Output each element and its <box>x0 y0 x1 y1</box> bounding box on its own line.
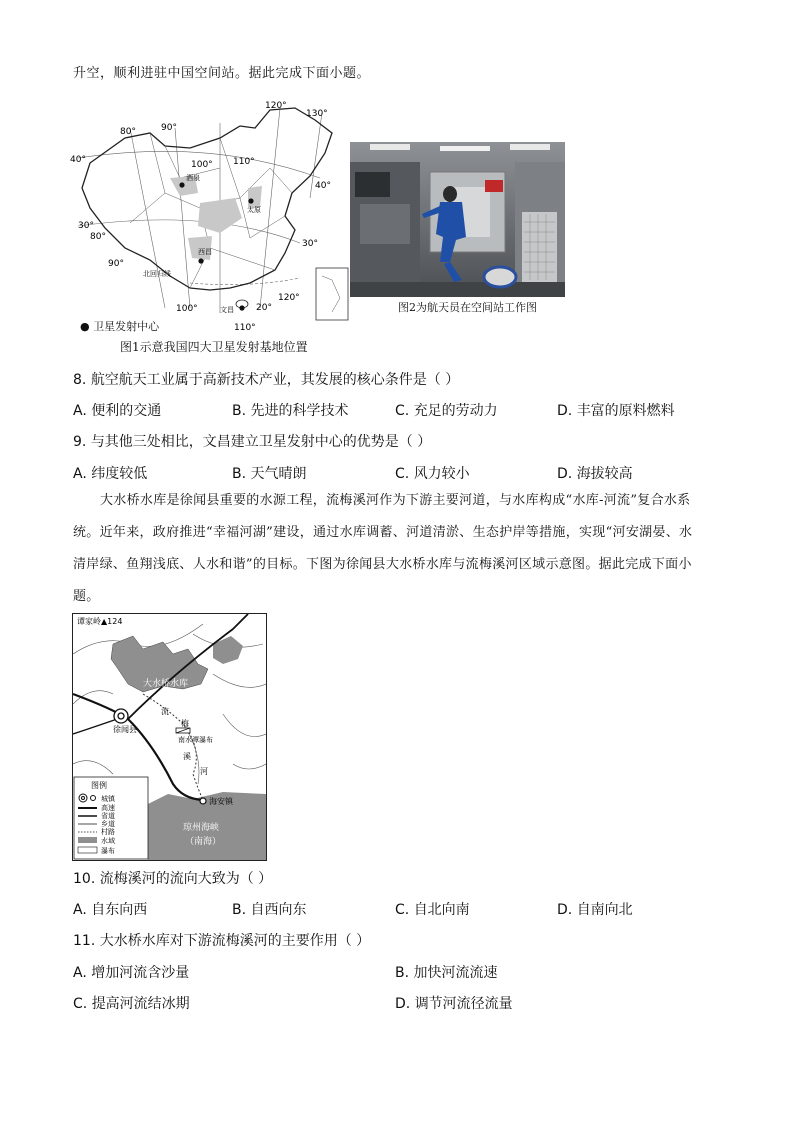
passage-line-4: 题。 <box>73 589 100 604</box>
option-letter: C. <box>395 403 410 419</box>
question-9 <box>73 431 431 451</box>
option-text: 便利的交通 <box>91 403 162 419</box>
scs-inset <box>316 268 348 320</box>
sea-label: （南海） <box>185 837 222 847</box>
q11-option-b[interactable] <box>395 962 498 982</box>
lon-label: 120° <box>265 101 287 111</box>
town-symbol <box>200 798 206 804</box>
intro-line: 升空，顺利进驻中国空间站。据此完成下面小题。 <box>73 66 371 81</box>
option-text: 提高河流结冰期 <box>91 996 190 1012</box>
legend-town-icon <box>91 796 96 801</box>
option-text: 自北向南 <box>413 902 470 918</box>
figure3-map <box>72 613 267 861</box>
passage-line-3: 清岸绿、鱼翔浅底、人水和谐”的目标。下图为徐闻县大水桥水库与流梅溪河区域示意图。据此完成下面小 <box>73 557 692 572</box>
q9-option-a[interactable] <box>73 463 147 483</box>
question-stem: 与其他三处相比，文昌建立卫星发射中心的优势是（ ） <box>90 434 432 450</box>
lat-label: 30° <box>78 221 94 231</box>
option-text: 增加河流含沙量 <box>91 965 190 981</box>
q10-option-b[interactable] <box>232 899 307 919</box>
option-letter: D. <box>557 466 573 482</box>
option-text: 丰富的原料燃料 <box>576 403 675 419</box>
shaded-region-central <box>198 198 242 233</box>
option-letter: D. <box>557 403 573 419</box>
question-stem: 大水桥水库对下游流梅溪河的主要作用（ ） <box>99 933 371 949</box>
legend-item: 村路 <box>101 828 115 836</box>
q8-option-b[interactable] <box>232 400 349 420</box>
q9-option-d[interactable] <box>557 463 633 483</box>
option-letter: A. <box>73 965 87 981</box>
question-number: 11. <box>73 933 96 949</box>
option-letter: A. <box>73 403 87 419</box>
option-text: 天气晴朗 <box>250 466 307 482</box>
lat-label: 40° <box>315 181 331 191</box>
legend-item: 乡道 <box>101 820 115 828</box>
option-letter: A. <box>73 466 87 482</box>
legend-item: 水域 <box>101 837 115 845</box>
question-stem: 航空航天工业属于高新技术产业，其发展的核心条件是（ ） <box>90 372 460 388</box>
option-letter: C. <box>395 902 410 918</box>
lat-label: 30° <box>302 239 318 249</box>
lon-label: 80° <box>120 127 136 137</box>
q9-option-b[interactable] <box>232 463 307 483</box>
question-8 <box>73 369 459 389</box>
lon-label: 100° <box>176 304 198 314</box>
site-label-jiuquan: 酒泉 <box>186 174 200 182</box>
lat-label: 90° <box>108 259 124 269</box>
q8-option-c[interactable] <box>395 400 498 420</box>
river-char-3: 溪 <box>183 752 191 761</box>
county-symbol-inner <box>118 713 124 719</box>
legend-item: 高速 <box>101 804 115 812</box>
figure1-caption: 图1示意我国四大卫星发射基地位置 <box>120 340 308 354</box>
reservoir-map-svg <box>73 614 266 860</box>
question-10 <box>73 868 272 888</box>
q11-option-d[interactable] <box>395 993 513 1013</box>
river-char-4: 河 <box>200 767 208 776</box>
river-char-2: 梅 <box>181 719 189 728</box>
q11-option-a[interactable] <box>73 962 189 982</box>
option-letter: C. <box>395 466 410 482</box>
legend-water-icon <box>78 837 97 843</box>
legend-county-icon-inner <box>82 797 85 800</box>
option-letter: A. <box>73 902 87 918</box>
lon-label: 110° <box>234 323 256 333</box>
figure1-map <box>70 98 350 333</box>
space-station-illustration <box>350 142 565 297</box>
lon-label: 120° <box>278 293 300 303</box>
site-label-wenchang: 文昌 <box>220 306 234 314</box>
question-stem: 流梅溪河的流向大致为（ ） <box>99 871 273 887</box>
site-label-taiyuan: 太原 <box>247 206 261 214</box>
option-text: 调节河流径流量 <box>414 996 513 1012</box>
option-text: 自南向北 <box>576 902 633 918</box>
figure2-caption: 图2为航天员在空间站工作图 <box>398 301 537 314</box>
lat-label: 40° <box>70 155 86 165</box>
option-letter: C. <box>73 996 88 1012</box>
passage-line-1: 大水桥水库是徐闻县重要的水源工程，流梅溪河作为下游主要河道，与水库构成“水库-河流”复合水系 <box>100 493 691 508</box>
figure2-photo <box>350 142 565 297</box>
river-char-1: 流 <box>161 707 169 716</box>
waterfall-label: 南水潭瀑布 <box>178 736 213 744</box>
q8-option-a[interactable] <box>73 400 161 420</box>
question-number: 10. <box>73 871 96 887</box>
lon-label: 130° <box>306 109 328 119</box>
option-text: 纬度较低 <box>91 466 148 482</box>
legend-title: 图例 <box>91 781 107 790</box>
lon-label: 100° <box>191 160 213 170</box>
legend-item: 瀑布 <box>101 847 115 855</box>
lon-label: 90° <box>161 123 177 133</box>
site-dot-wenchang <box>239 305 244 310</box>
option-text: 先进的科学技术 <box>250 403 349 419</box>
q9-option-c[interactable] <box>395 463 470 483</box>
option-text: 充足的劳动力 <box>413 403 498 419</box>
option-text: 海拔较高 <box>576 466 633 482</box>
shaded-region-taiyuan <box>248 186 262 208</box>
peak-label: 谭家岭▲124 <box>77 617 123 626</box>
option-text: 风力较小 <box>413 466 470 482</box>
strait-label: 琼州海峡 <box>183 823 220 833</box>
legend-item: 省道 <box>101 812 115 820</box>
lon-label: 110° <box>233 157 255 167</box>
q11-option-c[interactable] <box>73 993 190 1013</box>
q8-option-d[interactable] <box>557 400 675 420</box>
q10-option-c[interactable] <box>395 899 470 919</box>
q10-option-d[interactable] <box>557 899 633 919</box>
site-dot-jiuquan <box>179 182 184 187</box>
town-label: 海安镇 <box>209 797 233 806</box>
figure1-legend: ● 卫星发射中心 <box>80 320 160 333</box>
question-11 <box>73 930 370 950</box>
reservoir-label: 大水桥水库 <box>143 679 189 689</box>
site-label-xichang: 西昌 <box>198 248 212 256</box>
passage-line-2: 统。近年来，政府推进“幸福河湖”建设，通过水库调蓄、河道清淤、生态护岸等措施，实现“河安湖晏、水 <box>73 525 693 540</box>
lat-label: 20° <box>256 303 272 313</box>
option-letter: D. <box>395 996 411 1012</box>
legend-item: 城镇 <box>101 795 115 803</box>
site-dot-xichang <box>198 258 203 263</box>
china-map-svg <box>70 98 350 333</box>
option-letter: D. <box>557 902 573 918</box>
option-letter: B. <box>232 466 247 482</box>
q10-option-a[interactable] <box>73 899 147 919</box>
tropic-label: 北回归线 <box>143 270 171 278</box>
lat-label: 80° <box>90 232 106 242</box>
legend-waterfall-icon <box>78 847 97 853</box>
question-number: 8. <box>73 372 87 388</box>
option-letter: B. <box>395 965 410 981</box>
question-number: 9. <box>73 434 87 450</box>
option-text: 自东向西 <box>91 902 148 918</box>
option-letter: B. <box>232 403 247 419</box>
option-text: 加快河流流速 <box>413 965 498 981</box>
option-letter: B. <box>232 902 247 918</box>
county-label: 徐闻县 <box>113 725 137 734</box>
site-dot-taiyuan <box>248 198 253 203</box>
option-text: 自西向东 <box>250 902 307 918</box>
